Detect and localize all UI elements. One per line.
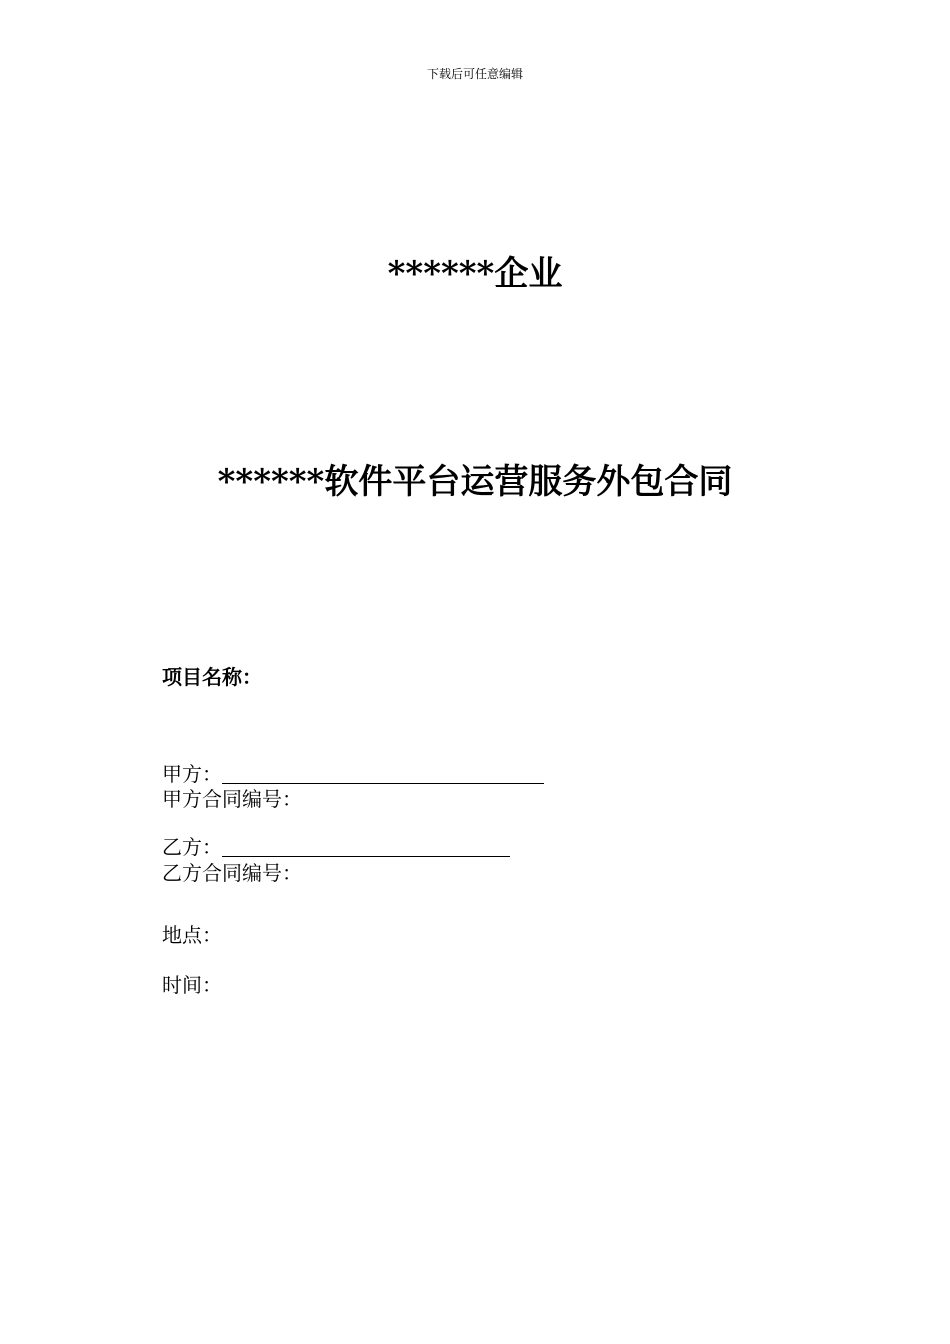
- party-b-field: [162, 834, 510, 860]
- party-b-label: 乙方：: [162, 835, 222, 859]
- project-name-label: 项目名称：: [162, 665, 262, 689]
- contract-title: ******软件平台运营服务外包合同: [217, 462, 733, 502]
- party-a-contract-no-field: [162, 786, 302, 812]
- time-label: 时间：: [162, 973, 222, 997]
- party-a-contract-no-label: 甲方合同编号：: [162, 787, 302, 811]
- location-label: 地点：: [162, 923, 222, 947]
- time-field: [162, 972, 222, 998]
- project-name-field: [162, 664, 262, 690]
- page-header-note: 下载后可任意编辑: [426, 67, 523, 81]
- location-field: [162, 922, 222, 948]
- party-b-blank-line: [222, 838, 510, 857]
- party-b-contract-no-field: [162, 860, 302, 886]
- party-b-contract-no-label: 乙方合同编号：: [162, 861, 302, 885]
- company-name-heading: ******企业: [387, 254, 563, 294]
- party-a-label: 甲方：: [162, 762, 222, 786]
- party-a-blank-line: [222, 765, 544, 784]
- party-a-field: [162, 761, 544, 787]
